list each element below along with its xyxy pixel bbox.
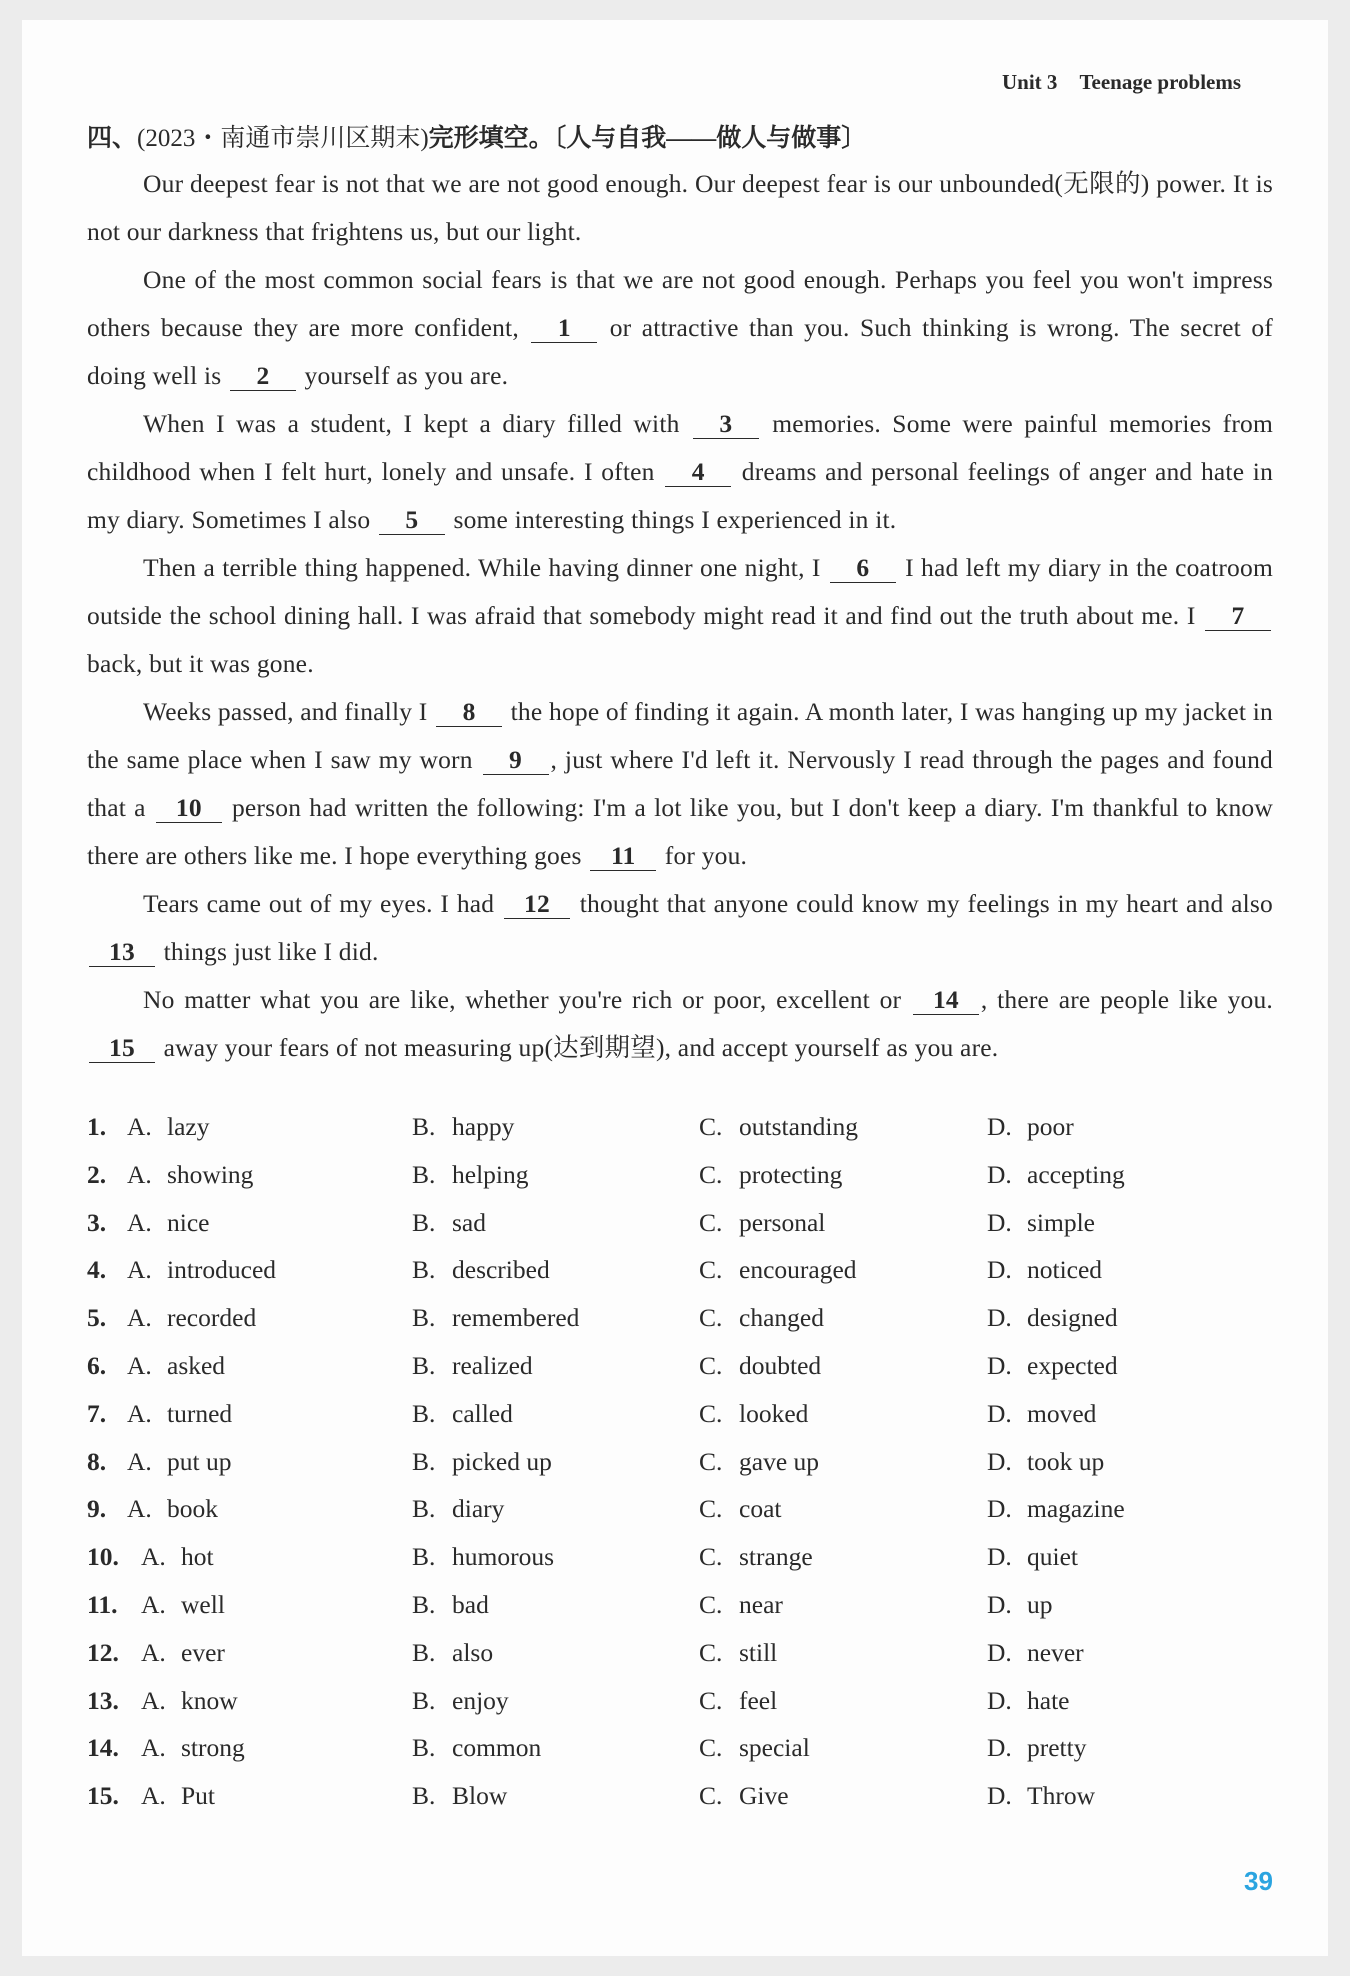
paragraph-text: yourself as you are. (304, 361, 509, 390)
paragraph-5 (87, 688, 1273, 880)
option-c[interactable] (699, 1638, 777, 1668)
option-text: personal (739, 1207, 826, 1237)
option-a[interactable] (127, 1160, 253, 1190)
page-number: 39 (1244, 1866, 1273, 1896)
option-text: nice (167, 1207, 210, 1237)
answer-options (87, 1112, 1277, 1829)
option-a[interactable] (141, 1781, 215, 1811)
blank-8[interactable]: 8 (436, 698, 502, 727)
option-letter: C. (699, 1494, 723, 1524)
option-letter: C. (699, 1350, 723, 1380)
option-letter: A. (141, 1685, 166, 1715)
question-number: 11. (87, 1589, 118, 1619)
option-d[interactable] (987, 1160, 1125, 1190)
paragraph-text: When I was a student, I kept a diary filled with (143, 409, 680, 438)
option-c[interactable] (699, 1112, 858, 1142)
option-d[interactable] (987, 1303, 1118, 1333)
paragraph-text: away your fears of not measuring up(达到期望), and accept yourself as you are. (163, 1033, 999, 1062)
option-text: Blow (452, 1781, 508, 1811)
option-text: still (739, 1637, 778, 1667)
option-letter: C. (699, 1781, 723, 1811)
question-number: 8. (87, 1446, 107, 1476)
option-letter: B. (412, 1159, 436, 1189)
option-text: sad (452, 1207, 486, 1237)
option-letter: C. (699, 1112, 723, 1141)
option-letter: B. (412, 1112, 436, 1141)
option-row (87, 1255, 1277, 1303)
paragraph-7 (87, 976, 1273, 1072)
section-title (87, 118, 866, 154)
option-letter: D. (987, 1350, 1012, 1380)
option-b[interactable] (412, 1781, 507, 1811)
option-letter: B. (412, 1733, 436, 1763)
running-header (1002, 70, 1241, 95)
option-letter: D. (987, 1781, 1012, 1811)
question-number: 15. (87, 1781, 119, 1811)
option-row (87, 1447, 1277, 1495)
option-row (87, 1590, 1277, 1638)
section-number: 四、 (87, 125, 138, 152)
option-text: put up (167, 1446, 232, 1476)
paragraph-text: Tears came out of my eyes. I had (143, 889, 495, 918)
blank-6[interactable]: 6 (830, 554, 896, 583)
option-letter: B. (412, 1255, 436, 1285)
option-letter: A. (127, 1112, 152, 1141)
option-text: realized (452, 1350, 533, 1380)
option-a[interactable] (141, 1542, 214, 1572)
option-text: described (452, 1255, 550, 1285)
option-b[interactable] (412, 1160, 529, 1190)
paragraph-text: the hope of finding it again. A month later, I was hanging up my jacket in the same place when I saw my worn (87, 697, 1273, 774)
option-b[interactable] (412, 1590, 489, 1620)
paragraph-text: , there are people like you. (980, 985, 1274, 1014)
blank-10[interactable]: 10 (156, 794, 222, 823)
option-letter: A. (127, 1494, 152, 1524)
option-d[interactable] (987, 1112, 1074, 1142)
option-text: never (1027, 1637, 1084, 1667)
option-row (87, 1638, 1277, 1686)
option-b[interactable] (412, 1255, 550, 1285)
section-type: 完形填空。 (428, 125, 554, 152)
option-letter: A. (127, 1255, 152, 1285)
option-text: coat (739, 1494, 782, 1524)
option-a[interactable] (141, 1733, 245, 1763)
option-text: simple (1027, 1207, 1095, 1237)
option-c[interactable] (699, 1208, 825, 1238)
option-letter: D. (987, 1542, 1012, 1572)
option-letter: C. (699, 1589, 723, 1619)
option-text: pretty (1027, 1733, 1087, 1763)
option-d[interactable] (987, 1686, 1069, 1716)
question-number: 2. (87, 1159, 107, 1189)
option-b[interactable] (412, 1208, 486, 1238)
option-letter: B. (412, 1207, 436, 1237)
option-letter: B. (412, 1637, 436, 1667)
option-d[interactable] (987, 1208, 1095, 1238)
option-text: remembered (452, 1303, 580, 1333)
option-row (87, 1208, 1277, 1256)
option-text: up (1027, 1589, 1053, 1619)
option-text: gave up (739, 1446, 820, 1476)
option-text: looked (739, 1398, 809, 1428)
option-letter: D. (987, 1494, 1012, 1524)
option-text: hot (181, 1542, 214, 1572)
option-b[interactable] (412, 1399, 513, 1429)
paragraph-text: some interesting things I experienced in it. (453, 505, 897, 534)
option-text: happy (452, 1112, 515, 1141)
paragraph-text: I had left my diary in the coatroom outside the school dining hall. I was afraid that somebody might read it and find out the truth about me. I (87, 553, 1273, 630)
question-number: 14. (87, 1733, 119, 1763)
option-text: showing (167, 1159, 254, 1189)
option-text: turned (167, 1398, 233, 1428)
option-letter: A. (127, 1207, 152, 1237)
paragraph-text: Weeks passed, and finally I (143, 697, 428, 726)
option-text: book (167, 1494, 218, 1524)
option-a[interactable] (141, 1638, 225, 1668)
option-letter: D. (987, 1446, 1012, 1476)
paragraph-text: No matter what you are like, whether you're rich or poor, excellent or (143, 985, 902, 1014)
question-number: 5. (87, 1303, 107, 1333)
cloze-passage (87, 160, 1273, 1072)
option-c[interactable] (699, 1781, 789, 1811)
option-b[interactable] (412, 1733, 541, 1763)
blank-4[interactable]: 4 (665, 458, 731, 487)
option-letter: C. (699, 1685, 723, 1715)
option-row (87, 1686, 1277, 1734)
option-text: noticed (1027, 1255, 1103, 1285)
paragraph-text: Our deepest fear is not that we are not good enough. Our deepest fear is our unbounded(无限的) power. It is not our darkness that frightens us, but our light. (87, 169, 1273, 246)
option-a[interactable] (127, 1208, 209, 1238)
option-row (87, 1303, 1277, 1351)
option-letter: A. (127, 1350, 152, 1380)
option-b[interactable] (412, 1542, 554, 1572)
option-text: strange (739, 1542, 813, 1572)
question-number: 6. (87, 1350, 107, 1380)
option-c[interactable] (699, 1447, 819, 1477)
option-a[interactable] (127, 1447, 231, 1477)
option-text: took up (1027, 1446, 1105, 1476)
option-text: asked (167, 1350, 226, 1380)
option-letter: D. (987, 1589, 1012, 1619)
option-letter: B. (412, 1494, 436, 1524)
option-d[interactable] (987, 1590, 1053, 1620)
option-text: poor (1027, 1112, 1074, 1141)
option-letter: B. (412, 1350, 436, 1380)
option-letter: B. (412, 1685, 436, 1715)
paragraph-6 (87, 880, 1273, 976)
option-letter: A. (127, 1446, 152, 1476)
section-source: (2023・南通市崇川区期末) (137, 125, 429, 152)
option-c[interactable] (699, 1399, 808, 1429)
option-c[interactable] (699, 1160, 842, 1190)
option-letter: B. (412, 1542, 436, 1572)
paragraph-2 (87, 256, 1273, 400)
section-theme: 〔人与自我——做人与做事〕 (553, 125, 867, 152)
option-d[interactable] (987, 1733, 1086, 1763)
option-row (87, 1399, 1277, 1447)
option-d[interactable] (987, 1638, 1084, 1668)
option-c[interactable] (699, 1733, 810, 1763)
option-row (87, 1351, 1277, 1399)
blank-13[interactable]: 13 (89, 938, 155, 967)
option-c[interactable] (699, 1255, 857, 1285)
option-c[interactable] (699, 1351, 821, 1381)
option-letter: B. (412, 1398, 436, 1428)
option-a[interactable] (127, 1112, 209, 1142)
option-b[interactable] (412, 1112, 514, 1142)
paragraph-text: One of the most common social fears is that we are not good enough. Perhaps you feel you won't impress others because they are more confident, (87, 265, 1273, 342)
option-letter: A. (141, 1733, 166, 1763)
option-a[interactable] (127, 1399, 232, 1429)
option-text: Give (739, 1781, 789, 1811)
option-text: strong (181, 1733, 245, 1763)
option-text: feel (739, 1685, 778, 1715)
option-letter: C. (699, 1255, 723, 1285)
option-text: know (181, 1685, 238, 1715)
paragraph-text: , just where I'd left it. Nervously I read through the pages and found that a (87, 745, 1273, 822)
blank-11[interactable]: 11 (590, 842, 656, 871)
option-d[interactable] (987, 1255, 1102, 1285)
option-a[interactable] (127, 1303, 256, 1333)
option-letter: D. (987, 1112, 1012, 1141)
option-letter: D. (987, 1733, 1012, 1763)
option-letter: C. (699, 1446, 723, 1476)
option-a[interactable] (141, 1590, 225, 1620)
option-letter: A. (141, 1589, 166, 1619)
paragraph-4 (87, 544, 1273, 688)
option-b[interactable] (412, 1638, 493, 1668)
blank-12[interactable]: 12 (504, 890, 570, 919)
option-text: near (739, 1589, 783, 1619)
option-b[interactable] (412, 1494, 504, 1524)
option-letter: C. (699, 1303, 723, 1333)
paragraph-text: or attractive than you. Such thinking is wrong. The secret of doing well is (87, 313, 1273, 390)
option-letter: D. (987, 1303, 1012, 1333)
question-number: 13. (87, 1685, 119, 1715)
option-text: protecting (739, 1159, 843, 1189)
option-a[interactable] (127, 1494, 218, 1524)
option-letter: C. (699, 1733, 723, 1763)
option-letter: D. (987, 1255, 1012, 1285)
blank-7[interactable]: 7 (1205, 602, 1271, 631)
option-text: quiet (1027, 1542, 1078, 1572)
option-text: expected (1027, 1350, 1118, 1380)
question-number: 10. (87, 1542, 119, 1572)
option-letter: A. (141, 1781, 166, 1811)
paragraph-1 (87, 160, 1273, 256)
option-letter: A. (141, 1637, 166, 1667)
option-text: well (181, 1589, 225, 1619)
option-row (87, 1542, 1277, 1590)
option-a[interactable] (127, 1255, 276, 1285)
paragraph-text: person had written the following: I'm a lot like you, but I don't keep a diary. I'm thankful to know there are others like me. I hope everything goes (87, 793, 1274, 870)
option-c[interactable] (699, 1303, 824, 1333)
paragraph-text: Then a terrible thing happened. While having dinner one night, I (143, 553, 821, 582)
option-text: recorded (167, 1303, 257, 1333)
blank-1[interactable]: 1 (531, 314, 597, 343)
blank-2[interactable]: 2 (230, 362, 296, 391)
option-text: common (452, 1733, 542, 1763)
blank-9[interactable]: 9 (483, 746, 549, 775)
option-letter: B. (412, 1781, 436, 1811)
option-text: hate (1027, 1685, 1070, 1715)
option-a[interactable] (127, 1351, 225, 1381)
option-letter: B. (412, 1446, 436, 1476)
blank-5[interactable]: 5 (379, 506, 445, 535)
option-text: Throw (1027, 1781, 1095, 1811)
option-d[interactable] (987, 1447, 1104, 1477)
option-letter: C. (699, 1159, 723, 1189)
blank-15[interactable]: 15 (89, 1034, 155, 1063)
option-d[interactable] (987, 1494, 1125, 1524)
question-number: 4. (87, 1255, 107, 1285)
option-letter: D. (987, 1637, 1012, 1667)
option-row (87, 1781, 1277, 1829)
option-letter: A. (127, 1303, 152, 1333)
option-text: changed (739, 1303, 824, 1333)
paragraph-text: dreams and personal feelings of anger and hate in my diary. Sometimes I also (87, 457, 1274, 534)
option-text: special (739, 1733, 810, 1763)
option-letter: A. (127, 1159, 152, 1189)
option-text: called (452, 1398, 513, 1428)
option-letter: A. (127, 1398, 152, 1428)
option-letter: D. (987, 1159, 1012, 1189)
option-text: picked up (452, 1446, 552, 1476)
option-letter: B. (412, 1589, 436, 1619)
option-letter: D. (987, 1207, 1012, 1237)
option-b[interactable] (412, 1303, 579, 1333)
option-d[interactable] (987, 1542, 1078, 1572)
option-text: ever (181, 1637, 225, 1667)
question-number: 12. (87, 1637, 119, 1667)
blank-14[interactable]: 14 (913, 986, 979, 1015)
option-b[interactable] (412, 1447, 552, 1477)
option-d[interactable] (987, 1781, 1095, 1811)
option-c[interactable] (699, 1542, 813, 1572)
option-b[interactable] (412, 1351, 533, 1381)
option-text: lazy (167, 1112, 210, 1141)
question-number: 1. (87, 1112, 107, 1141)
option-letter: C. (699, 1542, 723, 1572)
option-letter: D. (987, 1685, 1012, 1715)
option-letter: A. (141, 1542, 166, 1572)
option-text: introduced (167, 1255, 277, 1285)
option-row (87, 1112, 1277, 1160)
option-letter: D. (987, 1398, 1012, 1428)
option-d[interactable] (987, 1399, 1096, 1429)
option-text: magazine (1027, 1494, 1125, 1524)
option-text: diary (452, 1494, 505, 1524)
option-c[interactable] (699, 1686, 777, 1716)
option-letter: C. (699, 1637, 723, 1667)
header-unit: Unit 3 (1002, 70, 1058, 94)
option-text: encouraged (739, 1255, 857, 1285)
option-row (87, 1733, 1277, 1781)
paragraph-text: thought that anyone could know my feelings in my heart and also (579, 889, 1274, 918)
paragraph-text: back, but it was gone. (87, 649, 314, 678)
header-title: Teenage problems (1079, 70, 1242, 94)
question-number: 3. (87, 1207, 107, 1237)
option-text: enjoy (452, 1685, 509, 1715)
option-letter: C. (699, 1207, 723, 1237)
paragraph-3 (87, 400, 1273, 544)
paragraph-text: memories. Some were painful memories from childhood when I felt hurt, lonely and unsafe. I often (87, 409, 1274, 486)
option-b[interactable] (412, 1686, 509, 1716)
option-text: bad (452, 1589, 489, 1619)
option-text: humorous (452, 1542, 554, 1572)
option-text: helping (452, 1159, 529, 1189)
question-number: 7. (87, 1398, 107, 1428)
option-text: moved (1027, 1398, 1097, 1428)
option-text: also (452, 1637, 494, 1667)
option-row (87, 1494, 1277, 1542)
option-c[interactable] (699, 1590, 783, 1620)
option-text: Put (181, 1781, 216, 1811)
option-d[interactable] (987, 1351, 1118, 1381)
option-text: doubted (739, 1350, 822, 1380)
paragraph-text: things just like I did. (163, 937, 379, 966)
paragraph-text: for you. (664, 841, 748, 870)
option-text: accepting (1027, 1159, 1125, 1189)
option-c[interactable] (699, 1494, 781, 1524)
option-letter: C. (699, 1398, 723, 1428)
option-text: outstanding (739, 1112, 858, 1141)
blank-3[interactable]: 3 (693, 410, 759, 439)
question-number: 9. (87, 1494, 107, 1524)
option-a[interactable] (141, 1686, 238, 1716)
option-row (87, 1160, 1277, 1208)
option-text: designed (1027, 1303, 1118, 1333)
option-letter: B. (412, 1303, 436, 1333)
